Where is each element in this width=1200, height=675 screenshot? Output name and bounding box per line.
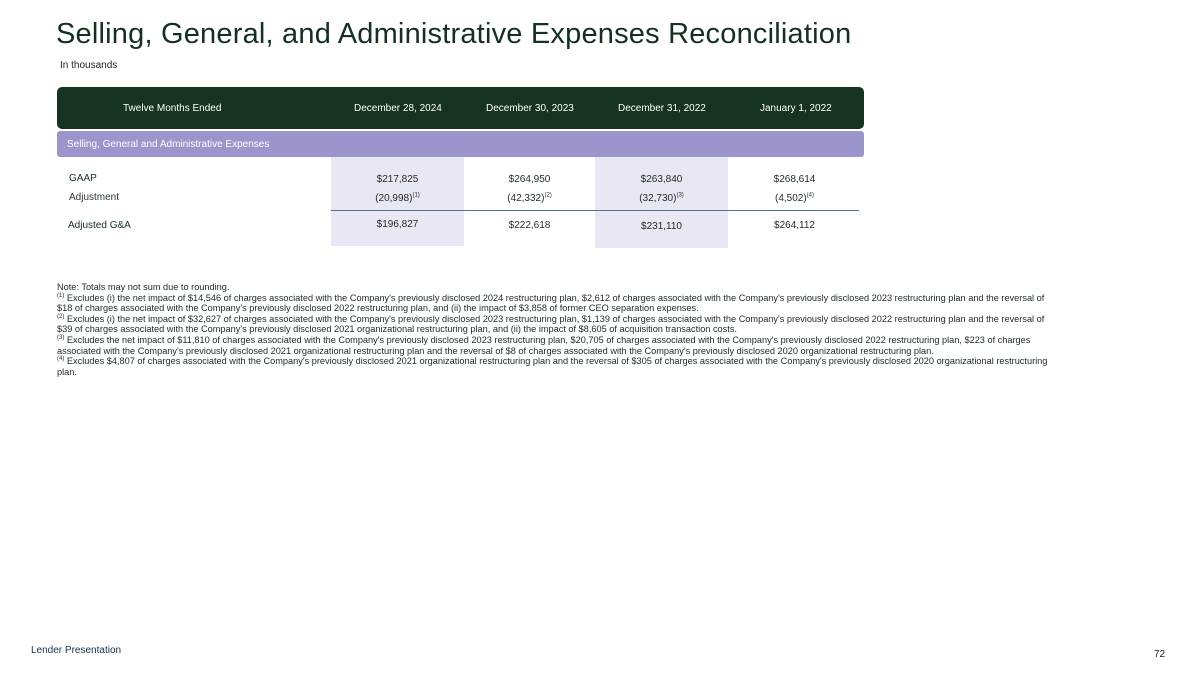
footnote-ref: (1): [412, 192, 420, 199]
table-cell: $222,618: [508, 220, 551, 231]
row-label-gaap: GAAP: [69, 173, 97, 184]
row-label-adjustment: Adjustment: [69, 192, 120, 203]
table-cell: $263,840: [640, 174, 683, 185]
page-title: Selling, General, and Administrative Expenses Reconciliation: [56, 18, 852, 50]
table-cell: $217,825: [376, 174, 419, 185]
table-cell: $196,827: [376, 219, 419, 230]
table-cell: $264,112: [774, 220, 815, 231]
table-cell: $264,950: [508, 174, 551, 185]
table-cell: $(20,998)^{(1)}$: [375, 192, 420, 204]
table-cell: $268,614: [773, 174, 816, 185]
units-caption: In thousands: [60, 60, 118, 71]
note-intro: Note: Totals may not sum due to rounding.: [57, 282, 230, 292]
subtotal-rule: [331, 210, 859, 211]
column-header-2024: December 28, 2024: [354, 103, 442, 114]
footnote-ref: (2): [544, 192, 552, 199]
footnote-1: $^{(1)}$ Excludes (i) the net impact of $14,546 of charges associated with the Company's previously disclosed 2024 restructuring plan, $2,612 of charges associated with the Company's previously disclosed 2023 restructuring plan and the reversal of $18 of charges associated with the Company's previously disclosed 2022 restructuring plan, and (ii) the impact of $3,858 of former CEO separation expenses.: [57, 292, 1045, 314]
footnotes: [57, 282, 1052, 377]
table-cell: $(42,332)^{(2)}$: [507, 192, 552, 204]
section-label: Selling, General and Administrative Expenses: [67, 139, 270, 150]
column-header-2022: December 31, 2022: [618, 103, 706, 114]
column-header-2023: December 30, 2023: [486, 103, 574, 114]
footnote-3: $^{(3)}$ Excludes the net impact of $11,810 of charges associated with the Company's previously disclosed 2023 restructuring plan, $20,705 of charges associated with the Company's previously disclosed 2022 restructuring plan, $223 of charges associated with the Company's previously disclosed 2021 organizational restructuring plan and the reversal of $8 of charges associated with the Company's previously disclosed 2020 organizational restructuring plan.: [57, 334, 1031, 356]
column-header-2021: January 1, 2022: [760, 103, 832, 114]
table-cell: $(32,730)^{(3)}$: [639, 192, 684, 204]
table-cell: $(4,502)^{(4)}$: [774, 192, 815, 204]
footnote-ref: (3): [676, 192, 684, 199]
period-header: Twelve Months Ended: [123, 103, 222, 114]
section-header: [57, 131, 864, 157]
presentation-name: Lender Presentation: [31, 645, 122, 656]
page-number: 72: [1154, 649, 1166, 660]
footnote-4: $^{(4)}$ Excludes $4,807 of charges associated with the Company's previously disclosed 2021 organizational restructuring plan and the reversal of $305 of charges associated with the Company's previously disclosed 2020 organizational restructuring plan.: [57, 356, 1048, 377]
row-label-adjusted-ga: Adjusted G&A: [68, 220, 131, 231]
footnote-2: $^{(2)}$ Excludes (i) the net impact of $32,627 of charges associated with the Company's previously disclosed 2023 restructuring plan, $1,139 of charges associated with the Company's previously disclosed 2022 restructuring plan and the reversal of $39 of charges associated with the Company's previously disclosed 2021 organizational restructuring plan, and (ii) the impact of $8,605 of acquisition transaction costs.: [57, 313, 1045, 335]
table-cell: $231,110: [641, 221, 682, 232]
footnote-ref: (4): [806, 192, 815, 199]
table-header: [57, 87, 864, 129]
